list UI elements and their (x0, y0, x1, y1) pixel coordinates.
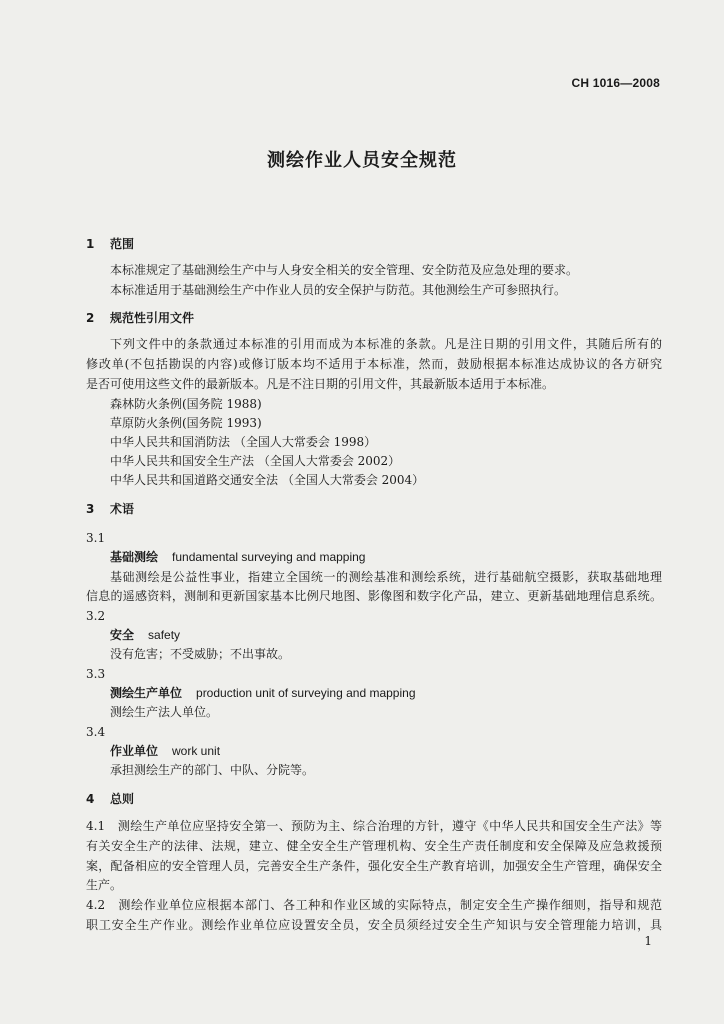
clause-4-1-line: 有关安全生产的法律、法规，建立、健全安全生产管理机构、安全生产责任制度和安全保障及应急救援预 (86, 839, 662, 853)
section-1-number: 1 (86, 237, 95, 251)
term-english: safety (148, 628, 181, 642)
term-name: 作业单位 (110, 744, 159, 758)
document-title: 测绘作业人员安全规范 (267, 150, 457, 171)
section-2-number: 2 (86, 311, 95, 325)
page-number: 1 (644, 934, 652, 948)
term-definition-line: 基础测绘是公益性事业，指建立全国统一的测绘基准和测绘系统，进行基础航空摄影，获取基础地理 (110, 570, 662, 584)
term-definition-line: 测绘生产法人单位。 (110, 705, 219, 719)
term-definition-line: 承担测绘生产的部门、中队、分院等。 (110, 763, 315, 777)
term-name: 基础测绘 (110, 550, 159, 564)
term-english: work unit (172, 744, 221, 758)
section-4-heading (86, 791, 134, 807)
section-3-heading (86, 501, 134, 517)
term-heading (110, 627, 180, 643)
term-number: 3.1 (86, 531, 106, 545)
section-2-para-line-3: 是否可使用这些文件的最新版本。凡是不注日期的引用文件，其最新版本适用于本标准。 (86, 377, 555, 391)
term-heading (110, 685, 416, 701)
term-definition-line: 信息的遥感资料，测制和更新国家基本比例尺地图、影像图和数字化产品，建立、更新基础地理信息系统。 (86, 589, 662, 603)
section-2-title: 规范性引用文件 (110, 311, 195, 325)
section-1-heading (86, 236, 134, 252)
reference-item: 中华人民共和国安全生产法 （全国人大常委会 2002） (110, 454, 401, 468)
term-name: 测绘生产单位 (110, 686, 183, 700)
reference-item: 草原防火条例(国务院 1993) (110, 416, 262, 430)
term-number: 3.2 (86, 609, 106, 623)
clause-4-2-line: 职工安全生产作业。测绘作业单位应设置安全员，安全员须经过安全生产知识与安全管理能力培训，具 (86, 918, 662, 932)
section-2-para-line-1: 下列文件中的条款通过本标准的引用而成为本标准的条款。凡是注日期的引用文件，其随后所有的 (110, 337, 662, 351)
term-number: 3.4 (86, 725, 106, 739)
clause-4-1-line: 生产。 (86, 878, 123, 892)
section-2-heading (86, 310, 194, 326)
clause-4-1-line: 4.1 测绘生产单位应坚持安全第一、预防为主、综合治理的方针，遵守《中华人民共和国安全生产法》等 (86, 819, 662, 833)
section-1-para-2: 本标准适用于基础测绘生产中作业人员的安全保护与防范。其他测绘生产可参照执行。 (110, 283, 567, 297)
section-4-number: 4 (86, 792, 95, 806)
standard-code: CH 1016—2008 (571, 76, 660, 90)
clause-4-2-line: 4.2 测绘作业单位应根据本部门、各工种和作业区域的实际特点，制定安全生产操作细则，指导和规范 (86, 898, 662, 912)
term-heading (110, 743, 220, 759)
clause-4-1-line: 案，配备相应的安全管理人员，完善安全生产条件，强化安全生产教育培训，加强安全生产管理，确保安全 (86, 859, 662, 873)
reference-item: 中华人民共和国消防法 （全国人大常委会 1998） (110, 435, 377, 449)
section-2-para-line-2: 修改单(不包括勘误的内容)或修订版本均不适用于本标准，然而，鼓励根据本标准达成协议的各方研究 (86, 357, 662, 371)
section-1-para-1: 本标准规定了基础测绘生产中与人身安全相关的安全管理、安全防范及应急处理的要求。 (110, 263, 579, 277)
section-4-title: 总则 (110, 792, 135, 806)
section-1-title: 范围 (110, 237, 135, 251)
term-number: 3.3 (86, 667, 106, 681)
term-definition-line: 没有危害；不受威胁；不出事故。 (110, 647, 291, 661)
section-3-title: 术语 (110, 502, 135, 516)
term-english: fundamental surveying and mapping (172, 550, 366, 564)
term-english: production unit of surveying and mapping (196, 686, 416, 700)
term-heading (110, 549, 365, 565)
term-name: 安全 (110, 628, 135, 642)
reference-item: 中华人民共和国道路交通安全法 （全国人大常委会 2004） (110, 473, 425, 487)
reference-item: 森林防火条例(国务院 1988) (110, 397, 262, 411)
section-3-number: 3 (86, 502, 95, 516)
